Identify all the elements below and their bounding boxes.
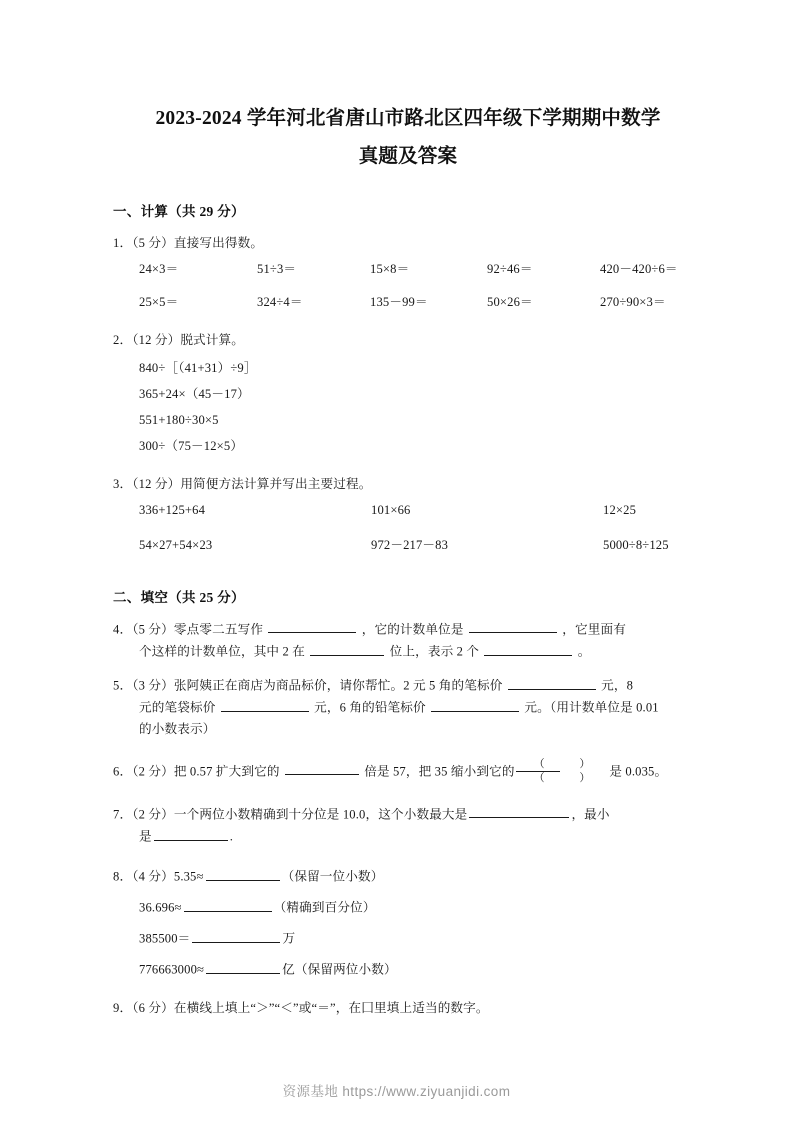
question-7-line-1 [113,805,703,825]
question-4-text-4: 个这样的计数单位，其中 2 在 [139,644,305,659]
answer-blank[interactable] [310,642,384,656]
answer-blank[interactable] [484,642,572,656]
question-7-line-2 [139,827,703,847]
question-8-line-1 [113,867,703,887]
expression-cell: 15×8＝ [370,261,410,276]
expression-cell: 336+125+64 [139,502,206,517]
fraction-numerator: （ ） [533,757,607,770]
expression-cell: 50×26＝ [487,295,533,310]
expression-cell: 24×3＝ [139,261,179,276]
question-4-text-6: 。 [577,644,591,659]
answer-blank[interactable] [192,929,280,943]
expression-line: 551+180÷30×5 [139,412,219,427]
question-5-text-4: 元，6 角的铅笔标价 [314,700,426,715]
expression-line: 840÷［（41+31）÷9］ [139,361,257,376]
question-6-text-1: 6．（2 分）把 0.57 扩大到它的 [113,764,280,779]
question-8-text-3: 36.696≈ [139,900,182,915]
question-5 [113,676,703,740]
expression-cell: 25×5＝ [139,295,179,310]
page-title [113,100,703,176]
question-5-text-2: 元，8 [601,678,634,693]
question-5-line-3 [139,720,703,740]
question-4-text-1: 4．（5 分）零点零二五写作 [113,622,264,637]
question-7 [113,805,703,847]
expression-cell: 270÷90×3＝ [600,295,666,310]
question-4-line-2 [139,642,703,662]
answer-blank[interactable] [285,762,359,776]
question-5-line-2 [139,698,703,718]
question-4-text-2: ，它的计数单位是 [361,622,464,637]
question-4-line-1 [113,620,703,640]
question-2 [113,331,703,460]
question-8-text-1: 8．（4 分）5.35≈ [113,869,204,884]
question-6-text-2: 倍是 57，把 35 缩小到它的 [364,764,515,779]
expression-cell: 54×27+54×23 [139,538,213,553]
expression-cell: 135－99＝ [370,295,428,310]
question-6-text-3: 是 0.035。 [609,764,668,779]
question-8-text-7: 776663000≈ [139,962,205,977]
question-6 [113,757,703,785]
expression-cell: 324÷4＝ [257,295,303,310]
question-8 [113,867,703,980]
question-8-text-8: 亿（保留两位小数） [282,962,397,977]
answer-blank[interactable] [431,698,519,712]
expression-cell: 12×25 [603,502,637,517]
question-5-text-5: 元。（用计数单位是 0.01 [524,700,659,715]
answer-blank[interactable] [469,805,569,819]
question-8-text-4: （精确到百分位） [273,900,376,915]
question-3-expressions [139,501,703,556]
answer-blank[interactable] [206,960,280,974]
question-8-line-3 [139,929,703,949]
answer-blank[interactable] [469,620,557,634]
question-8-text-6: 万 [282,931,296,946]
question-5-text-3: 元的笔袋标价 [139,700,216,715]
expression-cell: 420－420÷6＝ [600,261,678,276]
question-8-line-2 [139,898,703,918]
question-8-line-4 [139,960,703,980]
question-7-text-2: ，最小 [571,807,610,822]
question-1-expressions [139,260,703,313]
footer-watermark: 资源基地 https://www.ziyuanjidi.com [282,1084,511,1099]
question-3 [113,475,703,556]
question-2-stem: 2．（12 分）脱式计算。 [113,332,245,347]
question-1 [113,234,703,313]
question-5-line-1 [113,676,703,696]
expression-cell: 92÷46＝ [487,261,533,276]
expression-line: 300÷（75－12×5） [139,438,244,453]
question-8-text-2: （保留一位小数） [281,869,384,884]
page-content [113,0,703,1030]
section-heading-1: 一、计算（共 29 分） [113,204,245,220]
question-2-expressions [139,356,703,459]
answer-fraction[interactable] [516,759,609,784]
answer-blank[interactable] [184,898,272,912]
expression-cell: 101×66 [371,502,411,517]
fraction-denominator: （ ） [533,771,607,784]
expression-cell: 5000÷8÷125 [603,538,669,553]
question-3-stem: 3．（12 分）用简便方法计算并写出主要过程。 [113,477,372,492]
expression-cell: 51÷3＝ [257,261,297,276]
expression-line: 365+24×（45－17） [139,386,250,401]
question-7-text-1: 7．（2 分）一个两位小数精确到十分位是 10.0，这个小数最大是 [113,807,468,822]
question-4 [113,620,703,662]
page-title-line-1: 2023-2024 学年河北省唐山市路北区四年级下学期期中数学 [155,108,661,129]
section-heading-2: 二、填空（共 25 分） [113,589,245,605]
answer-blank[interactable] [508,676,596,690]
answer-blank[interactable] [221,698,309,712]
question-7-text-3: 是 [139,829,152,844]
question-9-stem: 9．（6 分）在横线上填上“＞”“＜”或“＝”，在囗里填上适当的数字。 [113,1000,489,1015]
page-title-line-2: 真题及答案 [358,146,458,168]
question-9 [113,999,703,1019]
question-5-text-6: 的小数表示） [139,722,216,737]
question-4-text-5: 位上，表示 2 个 [389,644,480,659]
answer-blank[interactable] [154,827,228,841]
expression-cell: 972－217－83 [371,538,449,553]
question-7-text-4: . [229,829,234,844]
question-8-text-5: 385500＝ [139,931,191,946]
answer-blank[interactable] [268,620,356,634]
answer-blank[interactable] [206,867,280,881]
question-4-text-3: ，它里面有 [562,622,626,637]
question-5-text-1: 5．（3 分）张阿姨正在商店为商品标价，请你帮忙。2 元 5 角的笔标价 [113,678,503,693]
question-1-stem: 1．（5 分）直接写出得数。 [113,236,264,251]
